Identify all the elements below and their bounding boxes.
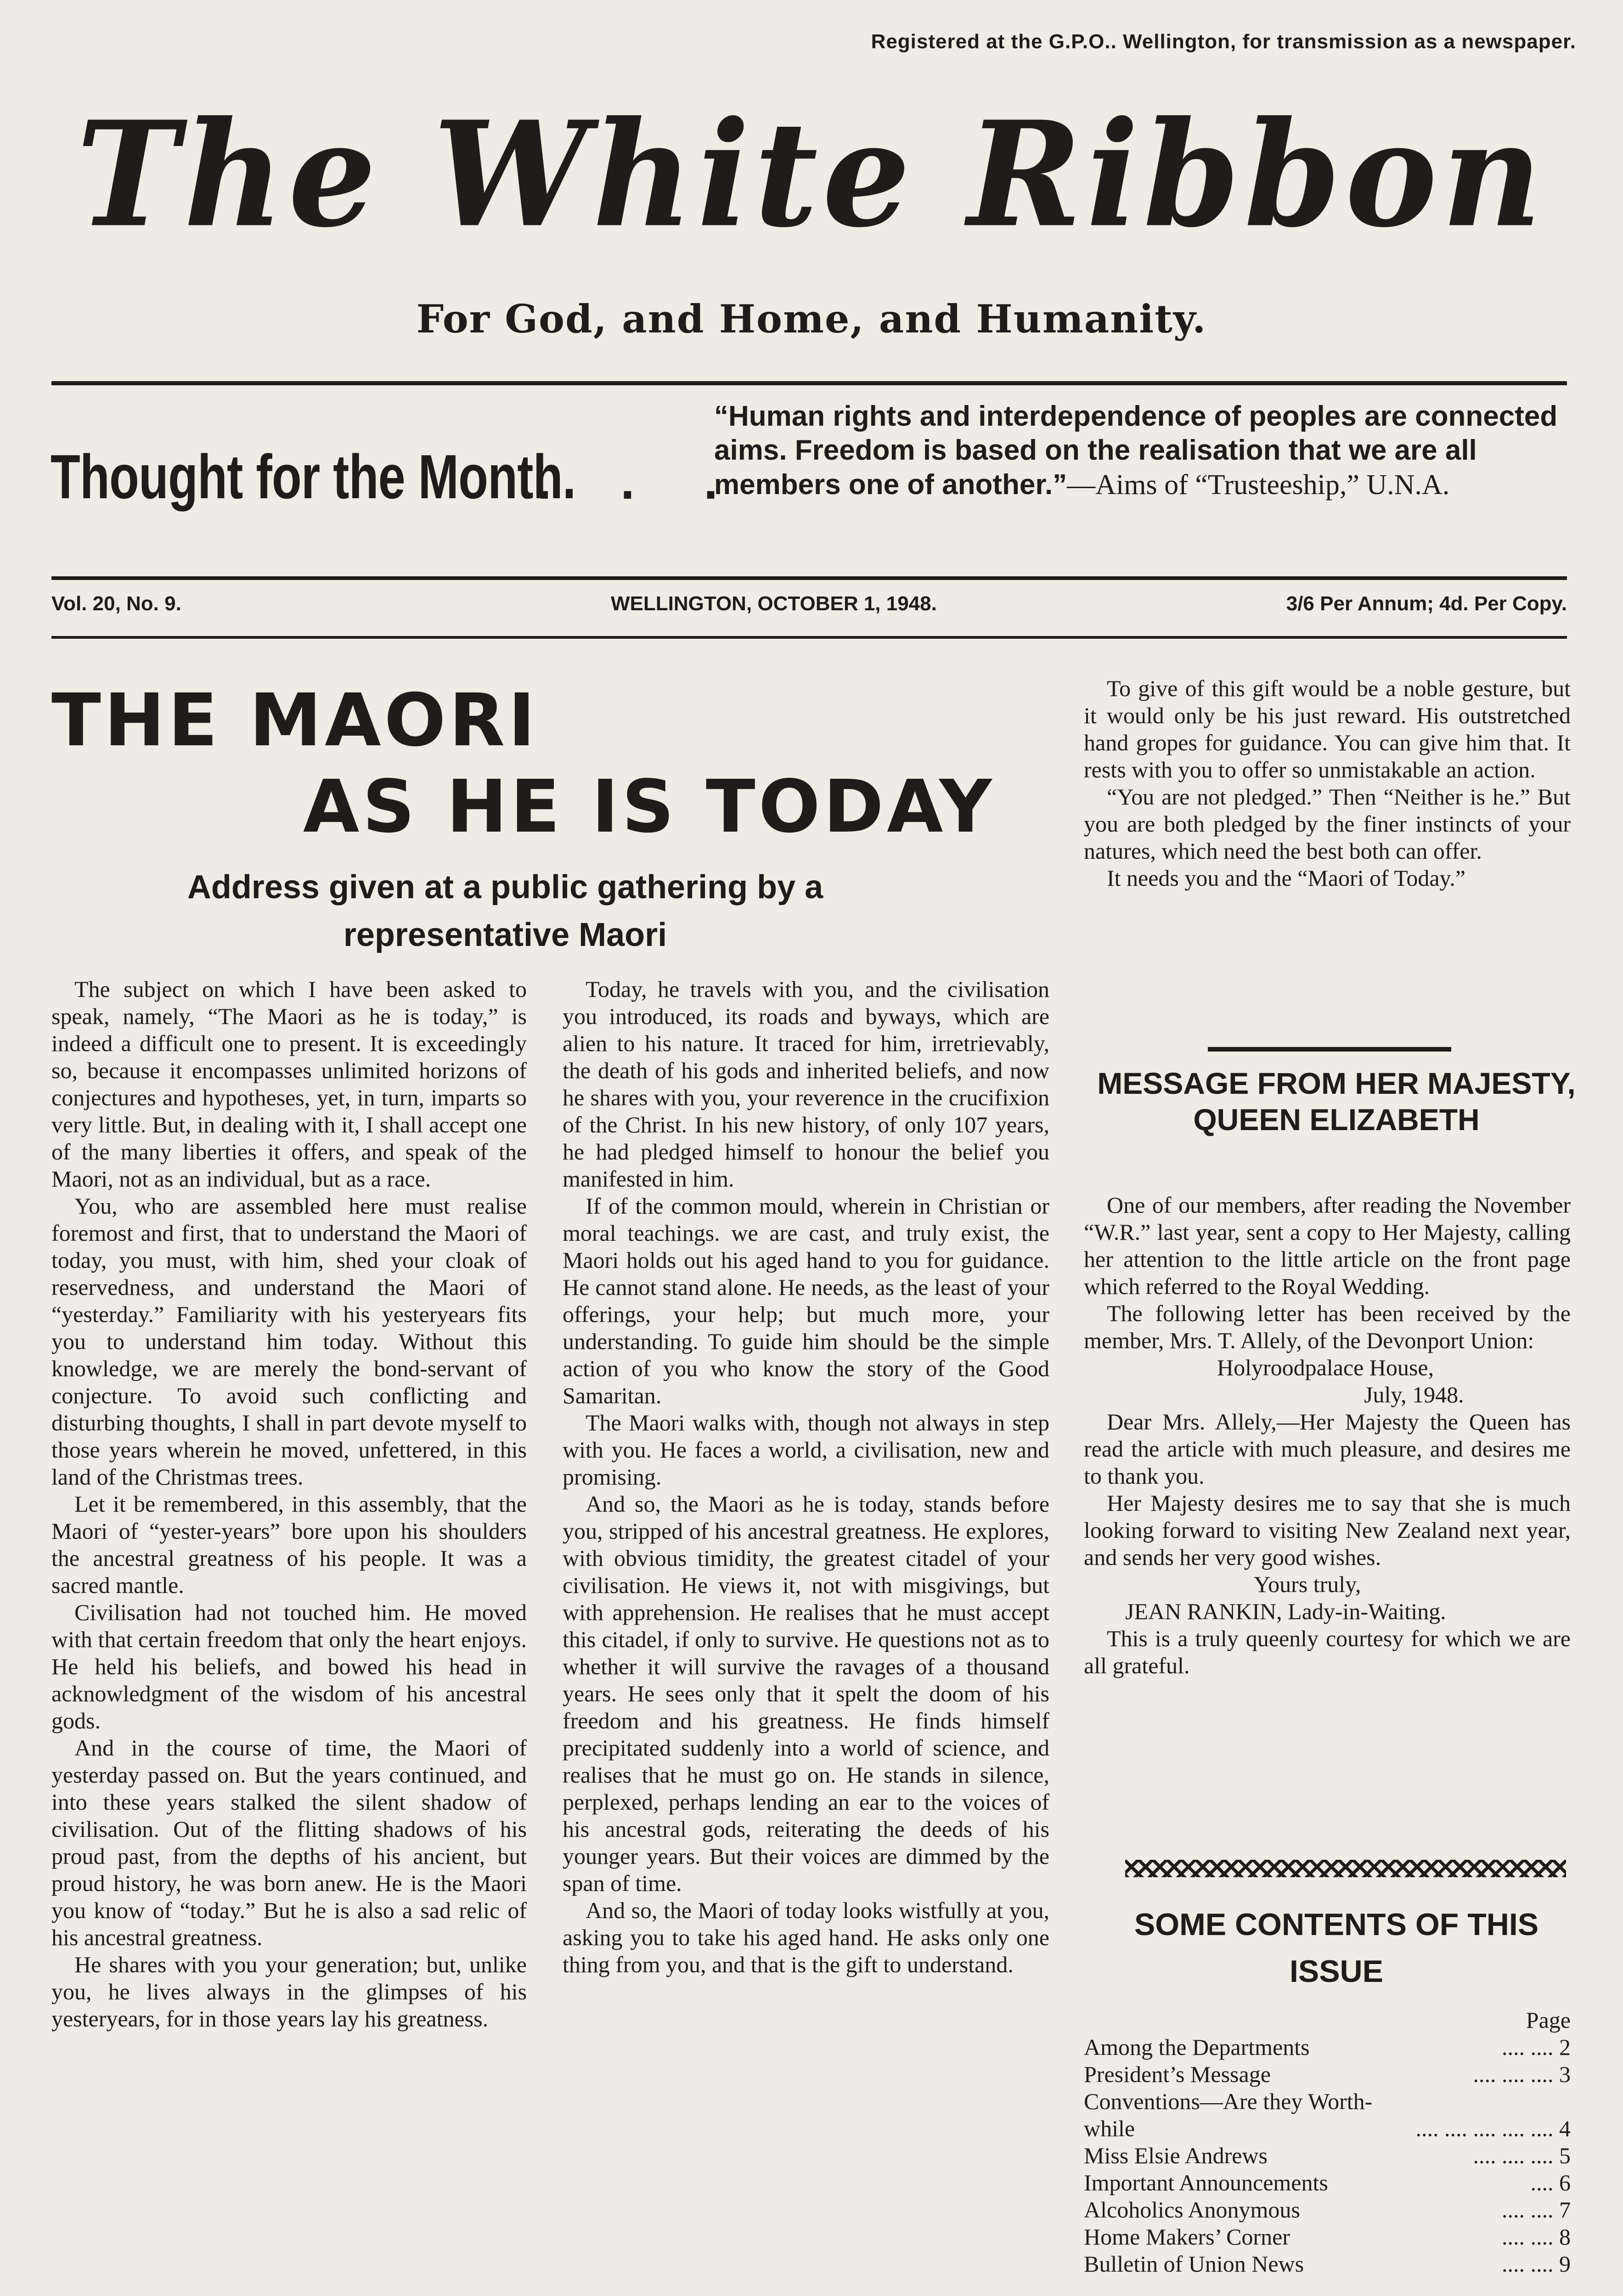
letter-signature: JEAN RANKIN, Lady-in-Waiting. (1125, 1598, 1446, 1624)
contents-heading: SOME CONTENTS OF THIS ISSUE (1134, 1907, 1539, 1989)
thought-quote-text: “Human rights and interdependence of peoples are connected aims. Freedom is based on the realisation that we are all members one of another.” (714, 400, 1558, 501)
paragraph: Her Majesty desires me to say that she is much looking forward to visiting New Zealand next year, and sends her very good wishes. (1084, 1490, 1571, 1570)
contents-title: Home Makers’ Corner (1084, 2224, 1290, 2250)
contents-page: 3 (1559, 2061, 1571, 2087)
paragraph: This is a truly queenly courtesy for which we are all grateful. (1084, 1626, 1571, 1678)
paragraph: The Maori walks with, though not always in step with you. He faces a world, a civilisation, new and promising. (563, 1410, 1049, 1490)
contents-leader: .... (1530, 2170, 1559, 2195)
paragraph: And so, the Maori as he is today, stands before you, stripped of his ancestral greatness. He explores, with obvious timidity, the greatest citadel of your civilisation. He views it, not with misgivings, but with apprehension. He realises that he must accept this citadel, if only to survive. He questions not as to whether it will survive the ravages of a thousand years. He sees only that it spelt the doom of his freedom and his greatness. He finds himself precipitated suddenly into a world of science, and realises that he must go on. He stands in silence, perplexed, perhaps lending an ear to the voices of his ancestral gods, reiterating the deeds of his younger years. But their voices are dimmed by the span of time. (563, 1491, 1049, 1896)
decorative-border-top (1125, 1860, 1566, 1877)
contents-title: Conventions—Are they Worth- (1084, 2088, 1373, 2114)
contents-title: Among the Departments (1084, 2034, 1310, 2060)
contents-page: 4 (1559, 2116, 1571, 2141)
paragraph: And in the course of time, the Maori of yesterday passed on. But the years continued, and into these years stalked the silent shadow of civilisation. Out of the flitting shadows of his proud past, from the depths of his ancient, but proud history, he was born anew. He is the Maori you know of “today.” But he is also a sad relic of his ancestral greatness. (51, 1735, 527, 1950)
contents-title: while (1084, 2116, 1135, 2141)
list-item (1084, 2061, 1571, 2088)
paragraph: Civilisation had not touched him. He moved with that certain freedom that only the heart enjoys. He held his beliefs, and bowed his head in acknowledgment of the wisdom of his ancestral gods. (51, 1599, 527, 1733)
registration-notice: Registered at the G.P.O.. Wellington, for transmission as a newspaper. (871, 30, 1576, 53)
article-headline-line1: THE MAORI (51, 678, 539, 763)
list-item (1084, 2142, 1571, 2169)
masthead-motto: For God, and Home, and Humanity. (416, 296, 1207, 342)
volume-number: Vol. 20, No. 9. (51, 592, 181, 615)
article-column-2 (563, 976, 1049, 1978)
contents-title: Important Announcements (1084, 2170, 1328, 2195)
paragraph: And so, the Maori of today looks wistfully at you, asking you to take his aged hand. He asks only one thing from you, and that is the gift to understand. (563, 1897, 1049, 1977)
subscription-price: 3/6 Per Annum; 4d. Per Copy. (1286, 592, 1567, 615)
thought-dots: . . . (537, 453, 745, 510)
list-item (1084, 2115, 1571, 2142)
paragraph: Dear Mrs. Allely,—Her Majesty the Queen has read the article with much pleasure, and desires me to thank you. (1084, 1409, 1571, 1489)
paragraph: If of the common mould, wherein in Christian or moral teachings. we are cast, and truly exist, the Maori holds out his aged hand to you for guidance. He cannot stand alone. He needs, as the least of your offerings, your help; but much more, your understanding. To guide him should be the simple action of you who know the story of the Good Samaritan. (563, 1193, 1049, 1408)
contents-title: President’s Message (1084, 2061, 1271, 2087)
contents-page: 6 (1559, 2170, 1571, 2195)
paragraph: The following letter has been received by the member, Mrs. T. Allely, of the Devonport Union: (1084, 1300, 1571, 1353)
thought-quote-source: —Aims of “Trusteeship,” U.N.A. (1067, 469, 1450, 501)
contents-leader: .... .... (1502, 2224, 1559, 2250)
top-rule (51, 381, 1567, 385)
paragraph: Today, he travels with you, and the civilisation you introduced, its roads and byways, which are alien to his nature. It traced for him, irretrievably, the death of his gods and inherited beliefs, and now he shares with you, your reverence in the crucifixion of the Christ. In his new history, of only 107 years, he had pledged himself to honour the belief you manifested in him. (563, 976, 1049, 1192)
letter-closing: Yours truly, (1254, 1571, 1361, 1597)
article-column-3 (1084, 675, 1571, 892)
contents-page: 5 (1559, 2143, 1571, 2168)
message-heading: MESSAGE FROM HER MAJESTY, QUEEN ELIZABETH (1097, 1066, 1576, 1137)
paragraph: You, who are assembled here must realise foremost and first, that to understand the Maori of today, you must, with him, shed your cloak of reservedness, and understand the Maori of “yesterday.” Familiarity with his yesteryears fits you to understand him today. Without this knowledge, we are merely the bond-servant of conjecture. To avoid such conflicting and disturbing thoughts, I shall in part devote myself to those years wherein he moved, unfettered, in this land of the Christmas trees. (51, 1193, 527, 1490)
contents-leader: .... .... (1502, 2197, 1559, 2223)
contents-page: 7 (1559, 2197, 1571, 2223)
paragraph: “You are not pledged.” Then “Neither is he.” But you are both pledged by the finer instincts of your natures, which need the best both can offer. (1084, 784, 1571, 864)
contents-page-label: Page (1526, 2007, 1571, 2033)
contents-leader: .... .... (1502, 2034, 1559, 2060)
letter-date: July, 1948. (1364, 1382, 1464, 1407)
list-item (1084, 2196, 1571, 2223)
contents-page: 2 (1559, 2034, 1571, 2060)
paragraph: One of our members, after reading the November “W.R.” last year, sent a copy to Her Majesty, calling her attention to the little article on the front page which referred to the Royal Wedding. (1084, 1192, 1571, 1299)
paragraph: The subject on which I have been asked to speak, namely, “The Maori as he is today,” is indeed a difficult one to present. It is exceedingly so, because it encompasses unlimited horizons of conjectures and hypotheses, yet, in turn, imparts so very little. But, in dealing with it, I shall accept one of the many liberties it offers, and speak of the Maori, not as an individual, but as a race. (51, 976, 527, 1192)
list-item (1084, 2251, 1571, 2278)
paragraph: It needs you and the “Maori of Today.” (1107, 865, 1465, 891)
masthead-title: The White Ribbon (76, 89, 1547, 259)
contents-title: Alcoholics Anonymous (1084, 2197, 1300, 2223)
message-body (1084, 1192, 1571, 1679)
paragraph: To give of this gift would be a noble gesture, but it would only be his just reward. His outstretched hand gropes for guidance. You can give him that. It rests with you to offer so unmistakable an action. (1084, 675, 1571, 782)
article-end-rule (1208, 1047, 1451, 1052)
contents-leader: .... .... .... (1473, 2061, 1559, 2087)
contents-leader: .... .... (1502, 2251, 1559, 2277)
list-item (1084, 2223, 1571, 2251)
thought-quote (714, 400, 1578, 502)
contents-leader: .... .... .... (1473, 2143, 1559, 2168)
article-subheading: Address given at a public gathering by a representative Maori (187, 869, 823, 954)
paragraph: Let it be remembered, in this assembly, that the Maori of “yester-years” bore upon his shoulders the ancestral greatness of his people. It was a sacred mantle. (51, 1491, 527, 1598)
list-item (1084, 2169, 1571, 2196)
contents-page: 8 (1559, 2224, 1571, 2250)
article-column-1 (51, 976, 527, 2032)
contents-title: Bulletin of Union News (1084, 2251, 1304, 2277)
issue-rule-bottom (51, 636, 1567, 639)
thought-label: Thought for the Month. (51, 442, 576, 512)
letter-address: Holyroodpalace House, (1217, 1355, 1434, 1380)
contents-leader: .... .... .... .... .... (1415, 2116, 1559, 2141)
list-item (1084, 2088, 1571, 2115)
issue-rule-top (51, 576, 1567, 580)
contents-title: Miss Elsie Andrews (1084, 2143, 1268, 2168)
list-item (1084, 2034, 1571, 2061)
contents-page: 9 (1559, 2251, 1571, 2277)
contents-list (1084, 2007, 1571, 2278)
article-headline-line2: AS HE IS TODAY (303, 765, 995, 849)
paragraph: He shares with you your generation; but, unlike you, he lives always in the glimpses of his yesteryears, for in those years lay his greatness. (51, 1952, 527, 2032)
dateline: WELLINGTON, OCTOBER 1, 1948. (611, 592, 937, 615)
